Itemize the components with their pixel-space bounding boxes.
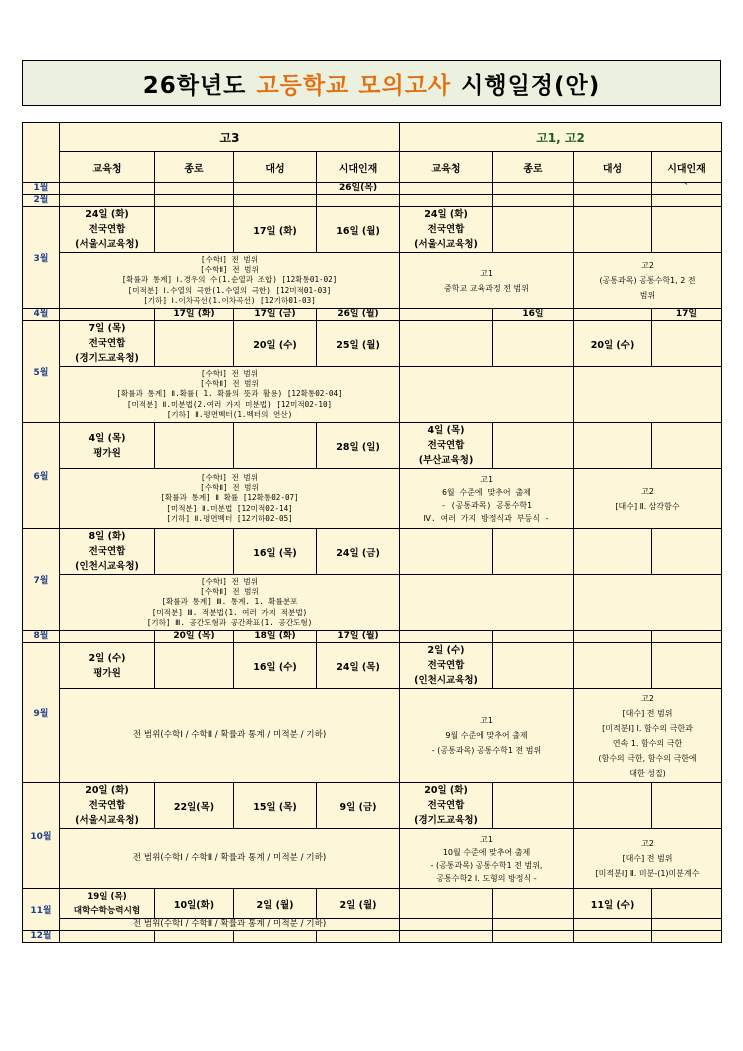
nov-g3-edu: 19일 (목) 대학수학능력시험 bbox=[60, 889, 155, 919]
oct-g3-edu: 20일 (화) 전국연합 (서울시교육청) bbox=[60, 783, 155, 829]
title-prefix: 26학년도 bbox=[142, 72, 247, 99]
mar-g3-daesung: 17일 (화) bbox=[234, 207, 317, 253]
month-label: 1월 bbox=[23, 183, 60, 195]
group-header-g12: 고1, 고2 bbox=[400, 123, 722, 152]
may-g3-sidae: 25일 (월) bbox=[317, 321, 400, 367]
month-label: 10월 bbox=[23, 783, 60, 889]
col-header-g12-edu: 교육청 bbox=[400, 152, 493, 183]
may-g3-edu: 7일 (목) 전국연합 (경기도교육청) bbox=[60, 321, 155, 367]
month-label: 7월 bbox=[23, 529, 60, 631]
apr-g12-sidae: 17일 bbox=[652, 309, 722, 321]
mar-g3-range: [수학Ⅰ] 전 범위 [수학Ⅱ] 전 범위 [확률과 통계] Ⅰ.경우의 수(1.순열과 조합) [12확통01-02] [미적분] Ⅰ.수열의 극한(1.수열의 극한) [12미적01-03] [기하] Ⅰ.이차곡선(1.이차곡선) [12기하01-03] bbox=[60, 253, 400, 309]
nov-g3-sidae: 2일 (월) bbox=[317, 889, 400, 919]
jun-g3-sidae: 28일 (일) bbox=[317, 423, 400, 469]
schedule-table bbox=[22, 122, 722, 943]
month-label: 11월 bbox=[23, 889, 60, 931]
col-header-g12-daesung: 대성 bbox=[574, 152, 652, 183]
col-header-g3-daesung: 대성 bbox=[234, 152, 317, 183]
mar-g1-range: 고1 중학교 교육과정 전 범위 bbox=[400, 253, 574, 309]
nov-g3-range: 전 범위(수학Ⅰ / 수학Ⅱ / 확률과 통계 / 미적분 / 기하) bbox=[60, 919, 400, 931]
oct-g3-jongro: 22일(목) bbox=[155, 783, 234, 829]
may-g3-daesung: 20일 (수) bbox=[234, 321, 317, 367]
sep-g3-daesung: 16일 (수) bbox=[234, 643, 317, 689]
oct-g3-sidae: 9일 (금) bbox=[317, 783, 400, 829]
month-label: 12월 bbox=[23, 931, 60, 943]
nov-g12-daesung: 11일 (수) bbox=[574, 889, 652, 919]
nov-g3-jongro: 10일(화) bbox=[155, 889, 234, 919]
nov-g3-daesung: 2일 (월) bbox=[234, 889, 317, 919]
sep-g3-range: 전 범위(수학Ⅰ / 수학Ⅱ / 확률과 통계 / 미적분 / 기하) bbox=[60, 689, 400, 783]
jun-g12-edu: 4일 (목) 전국연합 (부산교육청) bbox=[400, 423, 493, 469]
oct-g1-range: 고1 10월 수준에 맞추어 출제 - (공통과목) 공통수학1 전 범위, 공통수학2 Ⅰ. 도형의 방정식 - bbox=[400, 829, 574, 889]
month-label: 8월 bbox=[23, 631, 60, 643]
month-label: 5월 bbox=[23, 321, 60, 423]
oct-g3-daesung: 15일 (목) bbox=[234, 783, 317, 829]
jul-g3-range: [수학Ⅰ] 전 범위 [수학Ⅱ] 전 범위 [확률과 통계] Ⅲ. 통계. 1. 확률분포 [미적분] Ⅲ. 적분법(1. 여러 가지 적분법) [기하] Ⅲ. 공간도형과 공간좌표(1. 공간도형) bbox=[60, 575, 400, 631]
title-highlight: 고등학교 모의고사 bbox=[256, 72, 452, 99]
sep-g3-sidae: 24일 (목) bbox=[317, 643, 400, 689]
aug-g3-sidae: 17일 (월) bbox=[317, 631, 400, 643]
apr-g12-jongro: 16일 bbox=[493, 309, 574, 321]
may-g12-daesung: 20일 (수) bbox=[574, 321, 652, 367]
aug-g3-daesung: 18일 (화) bbox=[234, 631, 317, 643]
jan-g3-sidae: 26일(목) bbox=[317, 183, 400, 195]
month-label: 9월 bbox=[23, 643, 60, 783]
sep-g3-edu: 2일 (수) 평가원 bbox=[60, 643, 155, 689]
aug-g3-jongro: 20일 (목) bbox=[155, 631, 234, 643]
mar-g3-edu: 24일 (화) 전국연합 (서울시교육청) bbox=[60, 207, 155, 253]
sep-g2-range: 고2 [대수] 전 범위 [미적분Ⅰ] Ⅰ. 함수의 극한과 연속 1. 함수의 극한 (함수의 극한, 함수의 극한에 대한 성질) bbox=[574, 689, 722, 783]
col-header-g12-sidae: 시대인재 bbox=[652, 152, 722, 183]
group-header-g3: 고3 bbox=[60, 123, 400, 152]
col-header-g3-sidae: 시대인재 bbox=[317, 152, 400, 183]
oct-g3-range: 전 범위(수학Ⅰ / 수학Ⅱ / 확률과 통계 / 미적분 / 기하) bbox=[60, 829, 400, 889]
jul-g3-sidae: 24일 (금) bbox=[317, 529, 400, 575]
mar-g3-sidae: 16일 (월) bbox=[317, 207, 400, 253]
jun-g1-range: 고1 6월 수준에 맞추어 출제 - (공통과목) 공통수학1 Ⅳ. 여러 가지 방정식과 부등식 - bbox=[400, 469, 574, 529]
corner-cell bbox=[23, 123, 60, 183]
mar-g2-range: 고2 (공통과목) 공통수학1, 2 전 범위 bbox=[574, 253, 722, 309]
jun-g3-edu: 4일 (목) 평가원 bbox=[60, 423, 155, 469]
month-label: 6월 bbox=[23, 423, 60, 529]
may-g3-range: [수학Ⅰ] 전 범위 [수학Ⅱ] 전 범위 [확률과 통계] Ⅱ.확률( 1. 확률의 뜻과 활용) [12확통02-04] [미적분] Ⅱ.미분법(2.여러 가지 미분법) [12미적02-10] [기하] Ⅱ.평면벡터(1.벡터의 연산) bbox=[60, 367, 400, 423]
month-label: 3월 bbox=[23, 207, 60, 309]
jul-g3-daesung: 16일 (목) bbox=[234, 529, 317, 575]
oct-g12-edu: 20일 (화) 전국연합 (경기도교육청) bbox=[400, 783, 493, 829]
col-header-g3-jongro: 종로 bbox=[155, 152, 234, 183]
jun-g2-range: 고2 [대수] Ⅱ. 삼각함수 bbox=[574, 469, 722, 529]
month-label: 4월 bbox=[23, 309, 60, 321]
apr-g3-jongro: 17일 (화) bbox=[155, 309, 234, 321]
jun-g3-range: [수학Ⅰ] 전 범위 [수학Ⅱ] 전 범위 [확률과 통계] Ⅱ 확률 [12확통02-07] [미적분] Ⅱ.미분법 [12미적02-14] [기하] Ⅱ.평면벡터 [12기하02-05] bbox=[60, 469, 400, 529]
mar-g12-edu: 24일 (화) 전국연합 (서울시교육청) bbox=[400, 207, 493, 253]
month-label: 2월 bbox=[23, 195, 60, 207]
sep-g1-range: 고1 9월 수준에 맞추어 출제 - (공통과목) 공통수학1 전 범위 bbox=[400, 689, 574, 783]
apr-g3-sidae: 26일 (월) bbox=[317, 309, 400, 321]
col-header-g3-edu: 교육청 bbox=[60, 152, 155, 183]
oct-g2-range: 고2 [대수] 전 범위 [미적분Ⅰ] Ⅱ. 미분-(1)미분계수 bbox=[574, 829, 722, 889]
jan-g12-sidae: ` bbox=[652, 183, 722, 195]
apr-g3-daesung: 17일 (금) bbox=[234, 309, 317, 321]
page-title bbox=[22, 60, 721, 106]
col-header-g12-jongro: 종로 bbox=[493, 152, 574, 183]
sep-g12-edu: 2일 (수) 전국연합 (인천시교육청) bbox=[400, 643, 493, 689]
jul-g3-edu: 8일 (화) 전국연합 (인천시교육청) bbox=[60, 529, 155, 575]
title-suffix: 시행일정(안) bbox=[461, 72, 601, 99]
